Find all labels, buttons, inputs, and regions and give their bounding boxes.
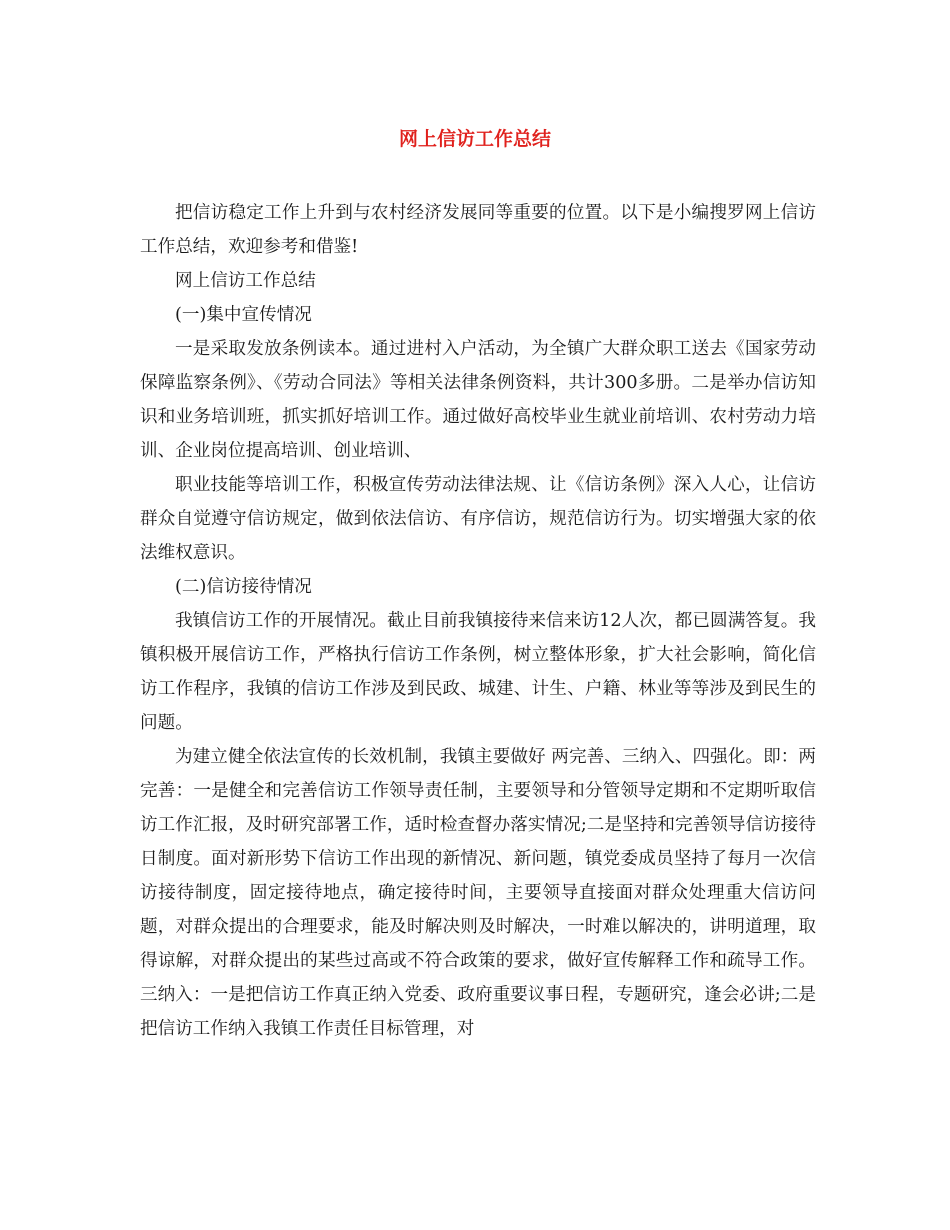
- document-title: 网上信访工作总结: [398, 128, 551, 150]
- section-heading-reception: (二)信访接待情况: [175, 577, 312, 597]
- paragraph-reception: 我镇信访工作的开展情况。截止目前我镇接待来信来访12人次，都已圆满答复。我镇积极开展信访工作，严格执行信访工作条例，树立整体形象，扩大社会影响，简化信访工作程序，我镇的信访工作涉及到民政、城建、计生、户籍、林业等等涉及到民生的问题。: [140, 611, 816, 733]
- paragraph-mechanism: 为建立健全依法宣传的长效机制，我镇主要做好 两完善、三纳入、四强化。即：两完善：一是健全和完善信访工作领导责任制，主要领导和分管领导定期和不定期听取信访工作汇报，及时研究部署工作，适时检查督办落实情况;二是坚持和完善领导信访接待日制度。面对新形势下信访工作出现的新情况、新问题，镇党委成员坚持了每月一次信访接待制度，固定接待地点，确定接待时间，主要领导直接面对群众处理重大信访问题，对群众提出的合理要求，能及时解决则及时解决，一时难以解决的，讲明道理，取得谅解，对群众提出的某些过高或不符合政策的要求，做好宣传解释工作和疏导工作。三纳入：一是把信访工作真正纳入党委、政府重要议事日程，专题研究，逢会必讲;二是把信访工作纳入我镇工作责任目标管理，对: [140, 747, 816, 1039]
- paragraph-subtitle: 网上信访工作总结: [175, 271, 316, 291]
- paragraph-intro: 把信访稳定工作上升到与农村经济发展同等重要的位置。以下是小编搜罗网上信访工作总结，欢迎参考和借鉴!: [140, 203, 816, 257]
- paragraph-publicity-1: 一是采取发放条例读本。通过进村入户活动，为全镇广大群众职工送去《国家劳动保障监察条例》、《劳动合同法》等相关法律条例资料，共计300多册。二是举办信访知识和业务培训班，抓实抓好培训工作。通过做好高校毕业生就业前培训、农村劳动力培训、企业岗位提高培训、创业培训、: [140, 339, 816, 461]
- document-body: [140, 196, 816, 1046]
- section-heading-publicity: (一)集中宣传情况: [175, 305, 312, 325]
- paragraph-publicity-2: 职业技能等培训工作，积极宣传劳动法律法规、让《信访条例》深入人心，让信访群众自觉遵守信访规定，做到依法信访、有序信访，规范信访行为。切实增强大家的依法维权意识。: [140, 475, 816, 563]
